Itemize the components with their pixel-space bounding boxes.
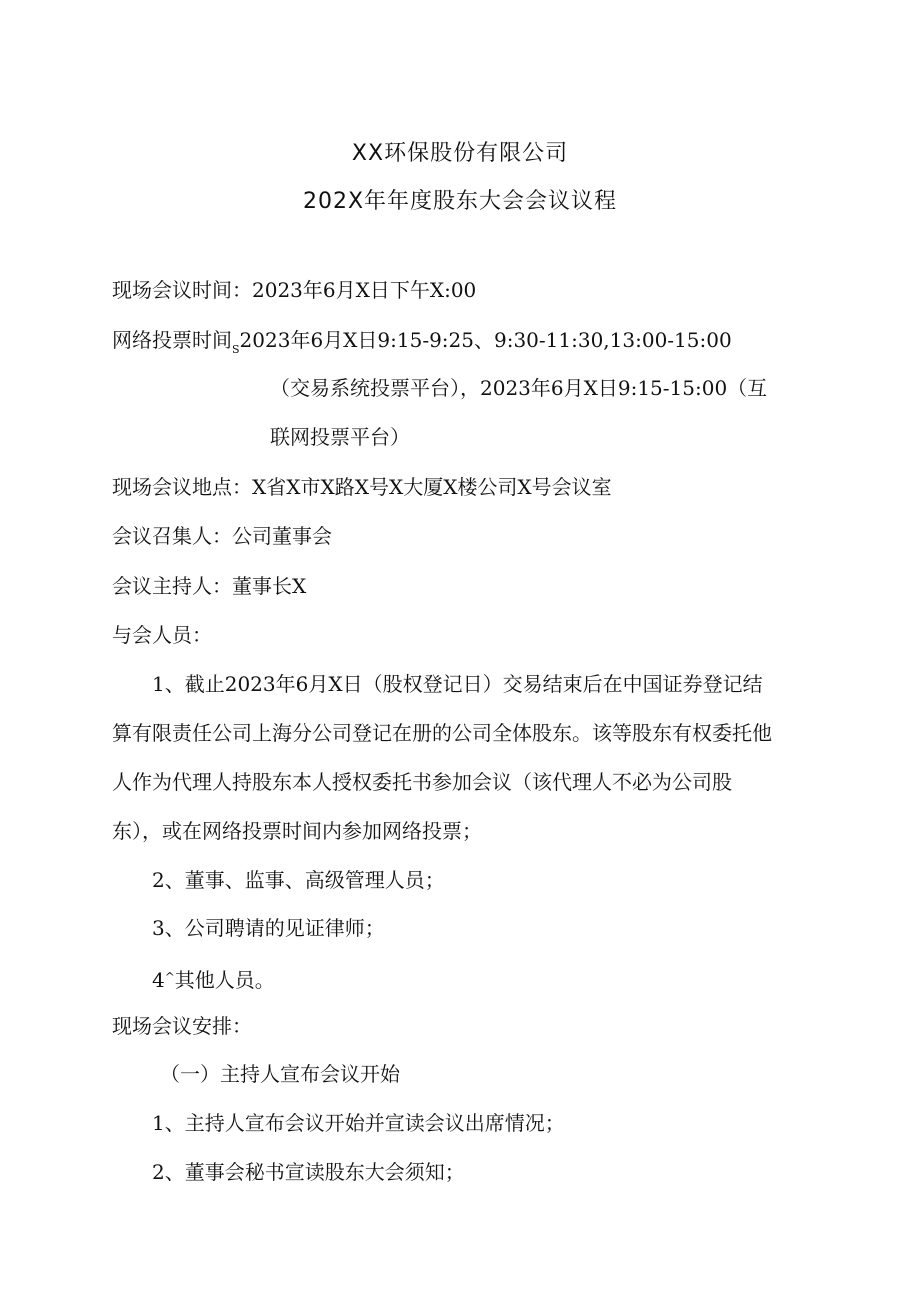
scan-artifact-mark: S [232,343,240,356]
arrangement-step-1: 1、主持人宣布会议开始并宣读会议出席情况； [152,1111,565,1135]
onsite-meeting-venue: 现场会议地点：X省X市X路X号X大厦X楼公司X号会议室 [112,475,612,499]
attendee-item-2: 2、董事、监事、高级管理人员； [152,868,445,892]
onsite-meeting-time: 现场会议时间：2023年6月X日下午X:00 [112,278,477,302]
scan-artifact-caret: ^ [164,970,175,984]
attendees-heading: 与会人员： [112,623,212,647]
meeting-host: 会议主持人：董事长X [112,574,307,598]
arrangement-heading: 现场会议安排： [112,1014,252,1038]
attendee-item-4-text: 其他人员。 [174,968,275,992]
online-voting-time-line-3: 联网投票平台） [270,425,410,449]
online-voting-time-line-1: 2023年6月X日9:15-9:25、9:30-11:30,13:00-15:00 [239,328,732,352]
attendee-item-1-line-4: 东），或在网络投票时间内参加网络投票； [112,819,482,843]
agenda-title: 202X年年度股东大会会议议程 [302,189,618,214]
meeting-convener: 会议召集人：公司董事会 [112,524,332,548]
attendee-item-4-number: 4 [152,968,165,992]
attendee-item-3: 3、公司聘请的见证律师； [152,916,385,940]
company-title: XX环保股份有限公司 [351,141,569,166]
online-voting-time [112,326,732,364]
attendee-item-1-line-3: 人作为代理人持股东本人授权委托书参加会议（该代理人不必为公司股 [112,770,732,794]
attendee-item-1-line-2: 算有限责任公司上海分公司登记在册的公司全体股东。该等股东有权委托他 [112,721,772,745]
arrangement-step-2: 2、董事会秘书宣读股东大会须知； [152,1160,465,1184]
online-voting-time-line-2: （交易系统投票平台），2023年6月X日9:15-15:00（互 [270,376,768,400]
online-voting-time-label: 网络投票时间 [112,328,232,352]
attendee-item-4 [152,963,275,994]
arrangement-section-1: （一）主持人宣布会议开始 [160,1062,400,1086]
attendee-item-1-line-1: 1、截止2023年6月X日（股权登记日）交易结束后在中国证券登记结 [152,672,763,696]
